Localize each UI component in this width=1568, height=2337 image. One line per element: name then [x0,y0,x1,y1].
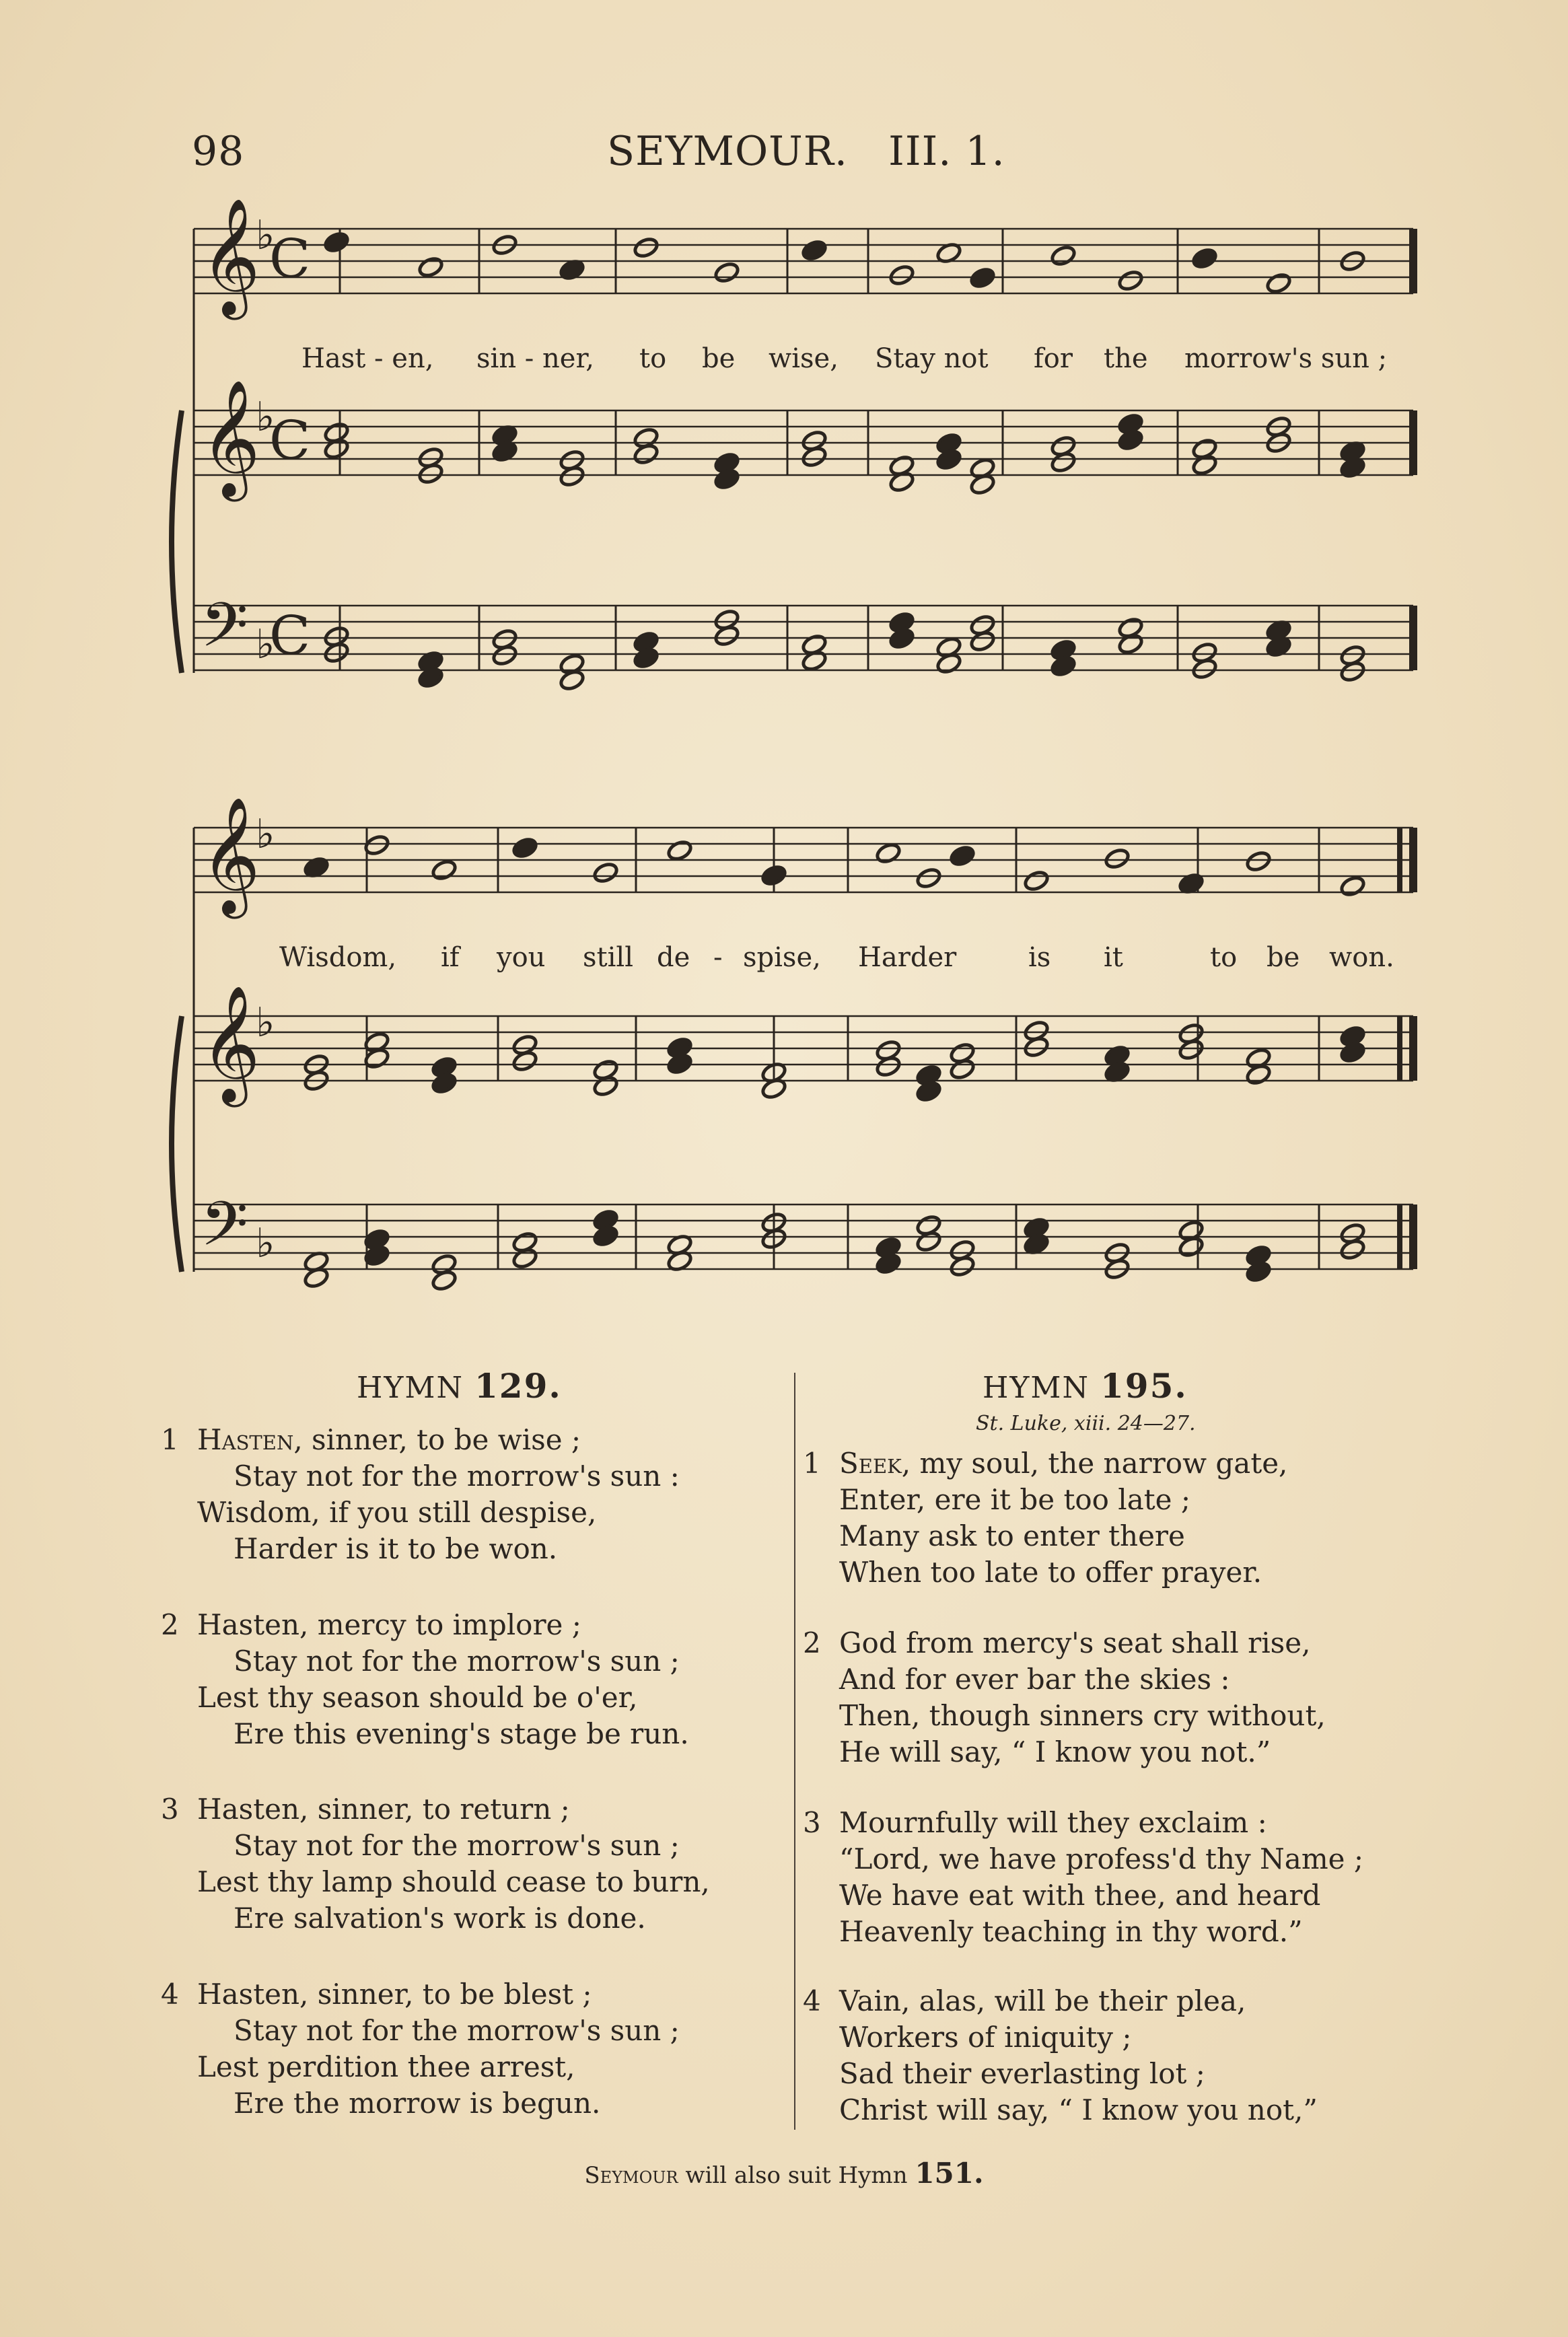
note-head [888,264,915,287]
lyric-word: if [441,942,460,973]
lyric-word: is [1028,942,1051,973]
hymn-number: 195. [1100,1366,1188,1406]
note-head [633,236,660,259]
flat-icon: ♭ [256,999,275,1046]
footer-text: will also suit Hymn [685,2162,908,2189]
verse-line: When too late to offer prayer. [839,1556,1262,1589]
verse-line: Hasten, sinner, to be blest ; [197,1978,592,2011]
treble-clef-icon: 𝄞 [201,985,260,1102]
note-head [511,836,538,859]
hymn-129-verse-3 [161,1791,710,1937]
note-head [969,266,996,289]
footer-note [0,2157,1568,2190]
note-head [949,844,976,867]
flat-icon: ♭ [256,212,275,259]
note-head [1245,850,1272,873]
flat-icon: ♭ [256,394,275,441]
lyric-word: - [713,942,723,973]
verse-number: 3 [161,1793,179,1826]
verse-line: “Lord, we have profess'd thy Name ; [839,1842,1364,1875]
hymn-129-verse-2 [161,1607,689,1752]
note-head [666,839,693,862]
verse-line: Stay not for the morrow's sun : [234,1460,680,1493]
note-head [1050,244,1077,267]
verse-line: Stay not for the morrow's sun ; [234,1829,680,1862]
lyrics-system-1 [0,343,1568,377]
lyric-word: be [1267,942,1300,973]
verse-line: sinner, to be wise ; [312,1423,581,1456]
bass-clef-icon: 𝄢 [201,1188,248,1274]
verse-line: Heavenly teaching in thy word.” [839,1915,1303,1948]
verse-line: Ere this evening's stage be run. [234,1717,689,1750]
lyric-word: won. [1329,942,1394,973]
note-head [760,864,787,887]
treble-clef-icon: 𝄞 [201,380,260,497]
treble-clef-icon: 𝄞 [201,797,260,914]
note-head [431,859,458,882]
staff [194,198,1413,320]
note-head [323,231,350,254]
verse-line: Lest thy lamp should cease to burn, [197,1865,710,1898]
verse-number: 3 [803,1806,821,1839]
note-head [417,256,444,279]
lyric-word: be [702,343,736,374]
verse-line: Workers of iniquity ; [839,2021,1132,2054]
verse-line: And for ever bar the skies : [839,1663,1230,1696]
hymn-195-verse-1 [803,1445,1288,1591]
verse-line: Many ask to enter there [839,1519,1185,1552]
common-time-icon: C [269,604,311,667]
verse-line: Vain, alas, will be their plea, [839,1984,1246,2017]
verse-line: Enter, ere it be too late ; [839,1483,1191,1516]
hymn-195-verse-4 [803,1983,1318,2128]
note-head [875,842,902,865]
lyric-word: Hast - en, [301,343,434,374]
staff [194,797,1413,919]
verse-number: 4 [803,1984,821,2017]
lyric-word: Harder [858,942,957,973]
lyric-word: to [1210,942,1238,973]
verse-number: 1 [803,1447,821,1480]
hymn-number: 129. [474,1366,562,1406]
verse-line: Christ will say, “ I know you not,” [839,2093,1318,2126]
note-head [1117,269,1144,292]
lyrics-system-2 [0,942,1568,976]
footer-tune: Seymour [584,2162,678,2189]
flat-icon: ♭ [256,621,275,668]
verse-line: Then, though sinners cry without, [839,1699,1326,1732]
lyric-word: the [1104,343,1148,374]
hymn-129-verse-4 [161,1976,680,2122]
lyric-word: you [497,942,546,973]
verse-number: 1 [161,1423,179,1456]
note-head [592,861,619,884]
lyric-word: for [1034,343,1073,374]
verse-line: Stay not for the morrow's sun ; [234,2014,680,2047]
hymn-label: HYMN [357,1371,464,1405]
verse-line: Lest perdition thee arrest, [197,2050,575,2083]
lyric-word: morrow's sun ; [1184,343,1388,374]
verse-line: my soul, the narrow gate, [919,1447,1288,1480]
lyric-word: sin - ner, [476,343,594,374]
lyric-word: Wisdom, [279,942,397,973]
lyric-word: wise, [769,343,839,374]
verse-line: Lest thy season should be o'er, [197,1681,638,1714]
common-time-icon: C [269,409,311,472]
verse-number: 2 [161,1608,179,1641]
note-head [801,239,828,262]
hymn-label: HYMN [983,1371,1090,1405]
verse-line: Stay not for the morrow's sun ; [234,1645,680,1678]
verse-line: Sad their everlasting lot ; [839,2057,1205,2090]
scripture-reference: St. Luke, xiii. 24—27. [976,1412,1196,1435]
verse-line: Harder is it to be won. [234,1532,558,1565]
verse-line: Ere the morrow is begun. [234,2087,601,2120]
lyric-word: de [657,942,690,973]
verse-line: God from mercy's seat shall rise, [839,1626,1311,1659]
lyric-word: it [1104,942,1123,973]
verse-line: Hasten, sinner, to return ; [197,1793,570,1826]
hymn-129-title [357,1366,562,1406]
note-head [1191,247,1218,270]
note-head [1265,272,1292,295]
note-head [1104,847,1131,870]
page-number: 98 [192,128,245,175]
treble-clef-icon: 𝄞 [201,198,260,315]
verse-number: 4 [161,1978,179,2011]
verse-number: 2 [803,1626,821,1659]
hymn-129-verse-1 [161,1422,680,1567]
verse-line: He will say, “ I know you not.” [839,1735,1271,1768]
note-head [713,261,740,284]
verse-first-word: Seek, [839,1447,911,1480]
lyric-word: spise, [743,942,821,973]
brace [172,1016,182,1272]
verse-line: Ere salvation's work is done. [234,1902,646,1935]
column-divider [794,1373,795,2130]
hymn-195-title [983,1366,1188,1406]
footer-hymn-number: 151. [915,2157,984,2190]
flat-icon: ♭ [256,811,275,858]
tune-title: SEYMOUR. III. 1. [607,128,1005,175]
bass-clef-icon: 𝄢 [201,589,248,676]
verse-line: We have eat with thee, and heard [839,1879,1321,1912]
common-time-icon: C [269,227,311,290]
verse-line: Wisdom, if you still despise, [197,1496,597,1529]
note-head [915,867,942,890]
verse-line: Hasten, mercy to implore ; [197,1608,581,1641]
hymn-195-verse-2 [803,1625,1326,1770]
verse-first-word: Hasten, [197,1423,303,1456]
flat-icon: ♭ [256,1220,275,1267]
lyric-word: to [639,343,667,374]
verse-line: Mournfully will they exclaim : [839,1806,1267,1839]
lyric-word: Stay not [875,343,989,374]
staff [194,985,1413,1108]
note-head [1339,875,1366,898]
lyric-word: still [583,942,633,973]
note-head [1023,869,1050,892]
brace [172,410,182,673]
hymn-195-verse-3 [803,1805,1364,1950]
